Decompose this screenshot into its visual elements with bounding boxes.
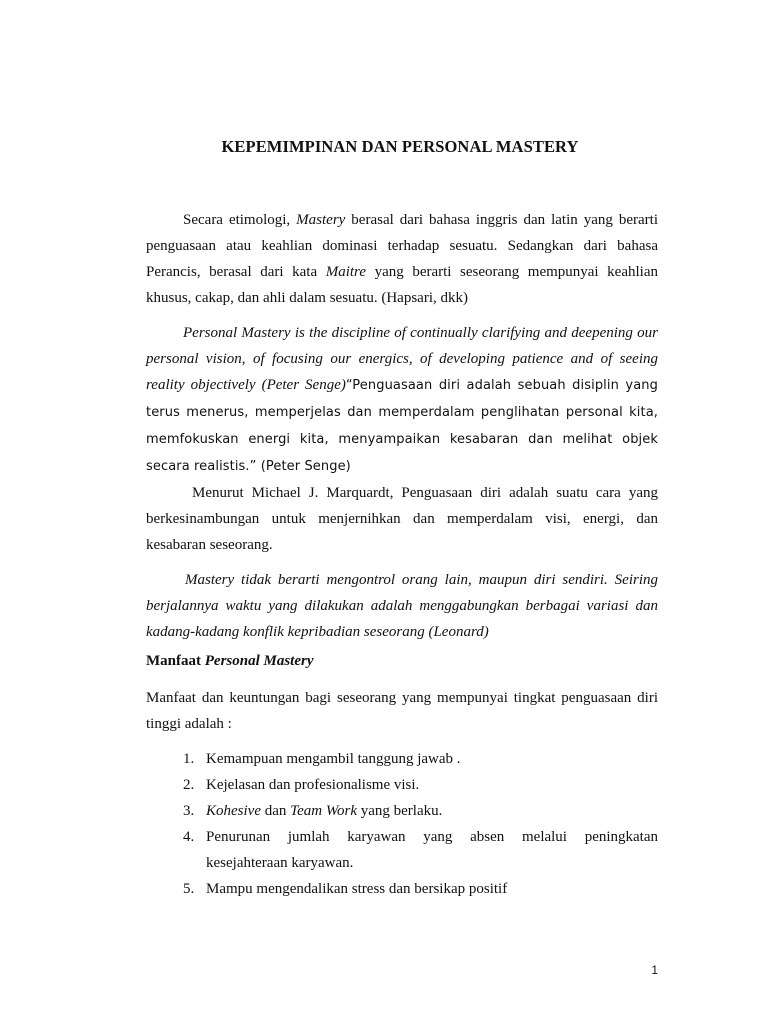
- text-run: Secara etimologi,: [183, 212, 297, 228]
- list-number: 2.: [183, 777, 195, 793]
- list-item-text: Kemampuan mengambil tanggung jawab .: [206, 751, 461, 767]
- heading-italic-text: Personal Mastery: [204, 653, 314, 669]
- list-number: 4.: [183, 829, 195, 845]
- list-item: [146, 798, 658, 824]
- list-item-italic: Team Work: [290, 803, 357, 819]
- document-title: KEPEMIMPINAN DAN PERSONAL MASTERY: [221, 137, 579, 156]
- list-item: [146, 746, 658, 772]
- paragraph-etimologi: [146, 207, 658, 311]
- paragraph-leonard: Mastery tidak berarti mengontrol orang lain, maupun diri sendiri. Seiring berjalannya waktu yang dilakukan adalah menggabungkan berbagai variasi dan kadang-kadang konflik kepribadian seseorang (Leonard): [146, 572, 658, 640]
- indonesian-translation: “Penguasaan diri adalah sebuah disiplin yang terus menerus, memperjelas dan memperdalam penglihatan personal kita, memfokuskan energi kita, menyampaikan kesabaran dan melihat objek secara realistis.” (Peter Senge): [146, 378, 658, 474]
- heading-text: Manfaat: [146, 653, 205, 669]
- text-run: yang berarti seseorang mempunyai keahlian khusus, cakap, dan ahli dalam sesuatu. (Hapsari, dkk): [146, 264, 658, 306]
- list-item: [146, 824, 658, 876]
- text-run: berasal dari bahasa inggris dan latin yang berarti penguasaan atau keahlian dominasi terhadap sesuatu. Sedangkan dari bahasa Perancis, berasal dari kata: [146, 212, 659, 280]
- paragraph-marquardt: Menurut Michael J. Marquardt, Penguasaan diri adalah suatu cara yang berkesinambungan untuk menjernihkan dan memperdalam visi, energi, dan kesabaran seseorang.: [146, 485, 658, 553]
- paragraph-senge-quote: [146, 320, 658, 480]
- list-number: 5.: [183, 881, 195, 897]
- italic-term-maitre: Maitre: [325, 264, 366, 280]
- list-item-italic: Kohesive: [206, 803, 261, 819]
- list-item: [146, 772, 658, 798]
- list-item-text: Kejelasan dan profesionalisme visi.: [206, 777, 420, 793]
- list-item-text: dan: [260, 803, 291, 819]
- list-number: 3.: [183, 803, 195, 819]
- list-number: 1.: [183, 751, 195, 767]
- list-item-text: Penurunan jumlah karyawan yang absen melalui peningkatan kesejahteraan karyawan.: [206, 829, 658, 871]
- english-quote: Personal Mastery is the discipline of continually clarifying and deepening our personal vision, of focusing our energics, of developing patience and of seeing reality objectively (Peter Senge): [146, 325, 658, 393]
- paragraph-manfaat: Manfaat dan keuntungan bagi seseorang yang mempunyai tingkat penguasaan diri tinggi adalah :: [146, 690, 658, 732]
- list-item-text: yang berlaku.: [356, 803, 443, 819]
- page-number: 1: [651, 963, 658, 977]
- section-heading: [146, 653, 314, 670]
- list-item: [146, 876, 658, 902]
- list-item-text: Mampu mengendalikan stress dan bersikap positif: [206, 881, 508, 897]
- italic-term-mastery: Mastery: [296, 212, 346, 228]
- benefits-list: [146, 746, 658, 902]
